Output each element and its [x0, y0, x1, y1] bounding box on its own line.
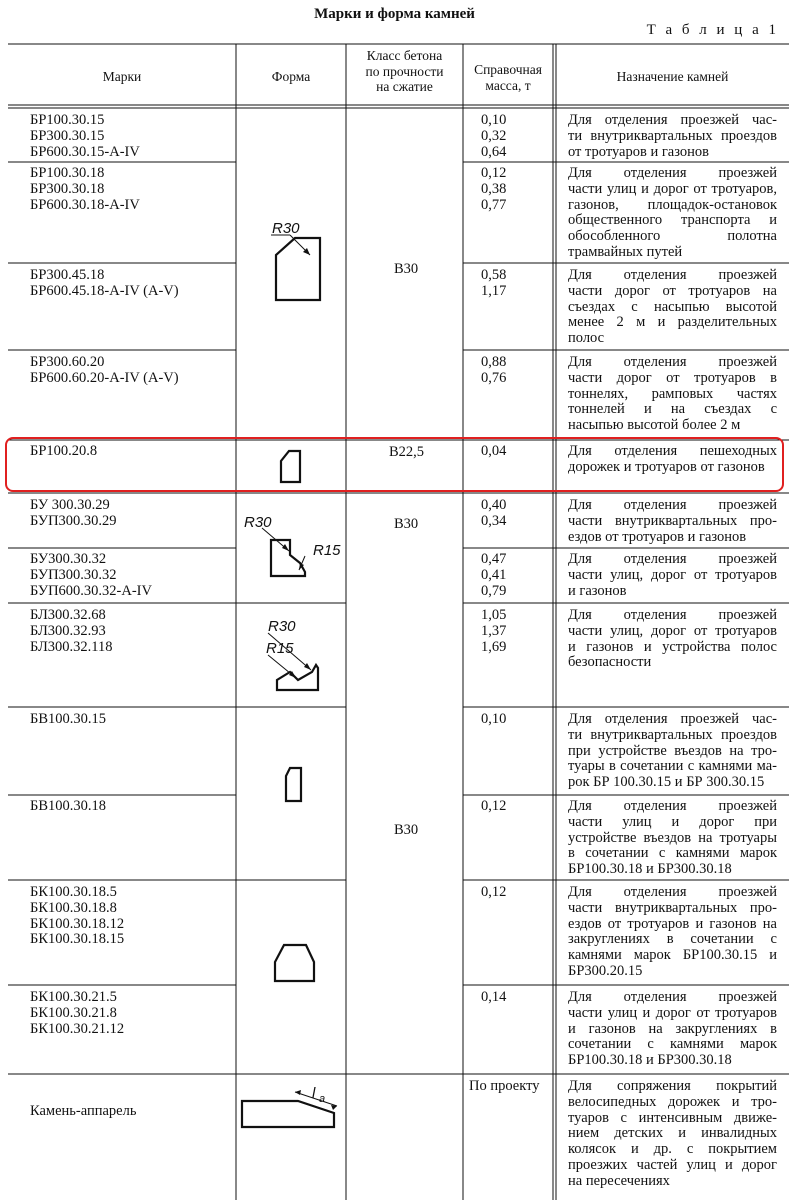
purpose-line: части улиц, дорог от тротуаров: [568, 566, 777, 583]
row-marks: [30, 355, 179, 387]
row-marks: [30, 166, 140, 213]
mass-value: 0,14: [481, 989, 507, 1005]
mark-code: БУП300.30.32: [30, 566, 117, 583]
row-marks: [30, 268, 179, 300]
mark-code: БК100.30.21.12: [30, 1020, 125, 1037]
mark-code: БК100.30.18.15: [30, 931, 125, 948]
mark-code: БК100.30.18.5: [30, 884, 117, 900]
mark-code: БЛ300.32.93: [30, 622, 106, 639]
purpose-line: в сочетании с камнями марок: [568, 845, 777, 862]
class-b30-group2: В30: [394, 516, 419, 532]
row-mass: [481, 355, 506, 387]
row-mass: [481, 608, 506, 655]
mark-code: БУ 300.30.29: [30, 497, 110, 513]
row-mass: [481, 166, 506, 213]
purpose-line: безопасности: [568, 654, 652, 671]
purpose-line: нием детских и инвалидных: [568, 1125, 777, 1142]
mass-value: 0,79: [481, 582, 507, 599]
mark-code: БР100.30.18: [30, 165, 105, 181]
mass-value: 0,77: [481, 196, 507, 213]
purpose-line: при устройстве въездов на тро-: [568, 742, 777, 759]
highlight-box: [5, 437, 784, 492]
purpose-line: и газонов на закруглениях в: [568, 1020, 777, 1037]
dim-a: a: [319, 1093, 326, 1105]
row-purpose: [568, 552, 777, 599]
purpose-line: части улиц и дорог от тротуаров,: [568, 180, 777, 197]
row-mass: [481, 990, 506, 1006]
mass-value: 0,12: [481, 165, 507, 181]
class-b30-group3: В30: [394, 822, 419, 838]
purpose-line: БР100.30.18 и БР300.30.18: [568, 861, 732, 878]
header-class: Класс бетона по прочности на сжатие: [365, 48, 444, 94]
mass-value: По проекту: [469, 1078, 540, 1094]
mark-code: БР300.30.15: [30, 127, 105, 144]
purpose-line: и газонов: [568, 582, 627, 599]
mass-value: 0,40: [481, 497, 507, 513]
row-mass: [481, 268, 506, 300]
mark-code: БУ300.30.32: [30, 551, 107, 567]
row-purpose: [568, 799, 777, 878]
purpose-line: ездов от тротуаров и газонов: [568, 528, 747, 545]
mass-value: 0,04: [481, 443, 507, 459]
row-purpose: [568, 355, 777, 434]
purpose-line: Для отделения проезжей: [568, 989, 777, 1005]
purpose-line: проезжих частей улиц и дорог: [568, 1156, 777, 1173]
purpose-line: насыпью высотой более 2 м: [568, 417, 741, 434]
purpose-line: менее 2 м и разделительных: [568, 314, 777, 331]
mass-value: 1,17: [481, 282, 507, 299]
purpose-line: БР300.20.15: [568, 962, 643, 979]
row-mass: [481, 799, 506, 815]
row-mass: [469, 1079, 539, 1095]
mark-code: БВ100.30.18: [30, 798, 106, 814]
purpose-line: газонов, площадок-остановок: [568, 196, 777, 213]
purpose-line: закруглениях в сочетании с: [568, 931, 777, 948]
purpose-line: тоннелей и на съездах с: [568, 401, 777, 418]
mass-value: 0,12: [481, 884, 507, 900]
mass-value: 0,12: [481, 798, 507, 814]
purpose-line: устройстве въездов на тротуары: [568, 829, 777, 846]
mark-code: БР100.20.8: [30, 443, 98, 459]
row-marks: [30, 498, 117, 530]
row-marks: [30, 1104, 136, 1120]
purpose-line: Для отделения проезжей: [568, 165, 777, 181]
header-mass: Справочная масса, т: [474, 62, 542, 93]
mass-value: 0,76: [481, 369, 507, 386]
mark-code: БР300.45.18: [30, 267, 105, 283]
mark-code: Камень-аппарель: [30, 1103, 137, 1119]
purpose-line: части дорог от тротуаров в: [568, 369, 777, 386]
header-marks: Марки: [102, 69, 142, 84]
curb-shape-bv: [286, 768, 301, 801]
row-purpose: [568, 990, 777, 1069]
row-mass: [481, 712, 506, 728]
mark-code: БР600.45.18-А-IV (А-V): [30, 282, 179, 299]
mass-value: 0,10: [481, 112, 507, 128]
purpose-line: части дорог от тротуаров на: [568, 282, 777, 299]
mark-code: БЛ300.32.68: [30, 607, 106, 623]
header-form: Форма: [271, 69, 311, 84]
row-purpose: [568, 712, 777, 791]
purpose-line: сочетании с камнями марок: [568, 1036, 777, 1053]
purpose-line: тоннелях, рамповых частях: [568, 385, 777, 402]
mass-value: 0,88: [481, 354, 507, 370]
row-purpose: [568, 885, 777, 980]
row-mass: [481, 498, 506, 530]
mass-value: 1,05: [481, 607, 507, 623]
purpose-line: Для отделения проезжей: [568, 497, 777, 513]
purpose-line: части улиц и дорог при: [568, 813, 777, 830]
purpose-line: части улиц и дорог от тротуаров: [568, 1004, 777, 1021]
row-purpose: [568, 1079, 777, 1190]
purpose-line: Для отделения проезжей: [568, 551, 777, 567]
purpose-line: БР100.30.18 и БР300.30.18: [568, 1052, 732, 1069]
header-purpose: Назначение камней: [616, 69, 729, 84]
row-purpose: [568, 268, 777, 347]
purpose-line: Для отделения проезжей: [568, 354, 777, 370]
mass-value: 1,69: [481, 638, 507, 655]
class-b30-group1: В30: [394, 261, 419, 277]
table-number: Т а б л и ц а 1: [646, 22, 779, 38]
dim-r15-e: R15: [266, 640, 294, 657]
row-marks: [30, 552, 152, 599]
mass-value: 1,37: [481, 622, 507, 639]
purpose-line: от тротуаров и газонов: [568, 143, 709, 160]
curb-shape-br: [276, 238, 320, 300]
purpose-line: Для сопряжения покрытий: [568, 1078, 777, 1094]
purpose-line: велосипедных дорожек и тро-: [568, 1093, 777, 1110]
mark-code: БР100.30.15: [30, 112, 105, 128]
mass-value: 0,64: [481, 143, 507, 160]
purpose-line: части внутриквартальных про-: [568, 899, 777, 916]
purpose-line: части внутриквартальных про-: [568, 512, 777, 529]
dim-r30-b: R30: [244, 514, 272, 531]
row-marks: [30, 990, 124, 1037]
purpose-line: Для отделения проезжей: [568, 607, 777, 623]
purpose-line: ти внутриквартальных проездов: [568, 726, 777, 743]
dim-r15-c: R15: [313, 542, 341, 559]
row-mass: [481, 113, 506, 160]
mass-value: 0,32: [481, 127, 507, 144]
row-marks: [30, 799, 106, 815]
purpose-line: Для отделения проезжей час-: [568, 112, 777, 128]
row-mass: [481, 552, 506, 599]
purpose-line: на пересечениях: [568, 1172, 670, 1189]
purpose-line: колясок и др. с покрытием: [568, 1141, 777, 1158]
purpose-line: Для отделения пешеходных: [568, 443, 777, 459]
purpose-line: общественного транспорта и: [568, 212, 777, 229]
mass-value: 0,47: [481, 551, 507, 567]
mark-code: БР300.60.20: [30, 354, 105, 370]
mark-code: БК100.30.18.12: [30, 915, 125, 932]
curb-shape-bk: [275, 945, 314, 981]
mark-code: БР300.30.18: [30, 180, 105, 197]
curb-shape-bl: [277, 665, 318, 690]
mass-value: 0,34: [481, 512, 507, 529]
mark-code: БК100.30.18.8: [30, 899, 117, 916]
mass-value: 0,41: [481, 566, 507, 583]
purpose-line: дорожек и тротуаров от газонов: [568, 458, 765, 475]
purpose-line: обособленного полотна: [568, 228, 777, 245]
mark-code: БК100.30.21.8: [30, 1004, 117, 1021]
purpose-line: камнями марок БР100.30.15 и: [568, 947, 777, 964]
purpose-line: ездов от тротуаров и газонов на: [568, 915, 777, 932]
row-marks: [30, 885, 124, 948]
class-b22-5: В22,5: [389, 444, 425, 460]
row-purpose: [568, 608, 777, 671]
purpose-line: и газонов и устройства полос: [568, 638, 777, 655]
mark-code: БР600.60.20-А-IV (А-V): [30, 369, 179, 386]
row-purpose: [568, 166, 777, 261]
dim-l: l: [312, 1085, 316, 1102]
purpose-line: Для отделения проезжей час-: [568, 711, 777, 727]
row-purpose: [568, 113, 777, 160]
mass-value: 0,10: [481, 711, 507, 727]
page-title: Марки и форма камней: [314, 6, 475, 22]
mark-code: БР600.30.18-А-IV: [30, 196, 140, 213]
purpose-line: рок БР 100.30.15 и БР 300.30.15: [568, 774, 765, 791]
purpose-line: Для отделения проезжей: [568, 798, 777, 814]
row-marks: [30, 608, 113, 655]
purpose-line: трамвайных путей: [568, 243, 683, 260]
row-purpose: [568, 498, 777, 545]
purpose-line: полос: [568, 330, 605, 347]
dim-r30-a: R30: [272, 220, 300, 237]
mark-code: БЛ300.32.118: [30, 638, 113, 655]
mark-code: БК100.30.21.5: [30, 989, 117, 1005]
row-marks: [30, 712, 106, 728]
purpose-line: съездах с насыпью высотой: [568, 298, 777, 315]
row-marks: [30, 113, 140, 160]
mark-code: БВ100.30.15: [30, 711, 106, 727]
purpose-line: Для отделения проезжей: [568, 267, 777, 283]
purpose-line: части улиц, дорог от тротуаров: [568, 622, 777, 639]
mark-code: БУП300.30.29: [30, 512, 117, 529]
purpose-line: туары в сочетании с камнями ма-: [568, 758, 777, 775]
mark-code: БУП600.30.32-А-IV: [30, 582, 152, 599]
purpose-line: туаров с интенсивным движе-: [568, 1109, 777, 1126]
mark-code: БР600.30.15-А-IV: [30, 143, 140, 160]
mass-value: 0,38: [481, 180, 507, 197]
purpose-line: Для отделения проезжей: [568, 884, 777, 900]
row-mass: [481, 885, 506, 901]
curb-shape-bu: [271, 540, 305, 576]
mass-value: 0,58: [481, 267, 507, 283]
purpose-line: ти внутриквартальных проездов: [568, 127, 777, 144]
dim-r30-d: R30: [268, 618, 296, 635]
